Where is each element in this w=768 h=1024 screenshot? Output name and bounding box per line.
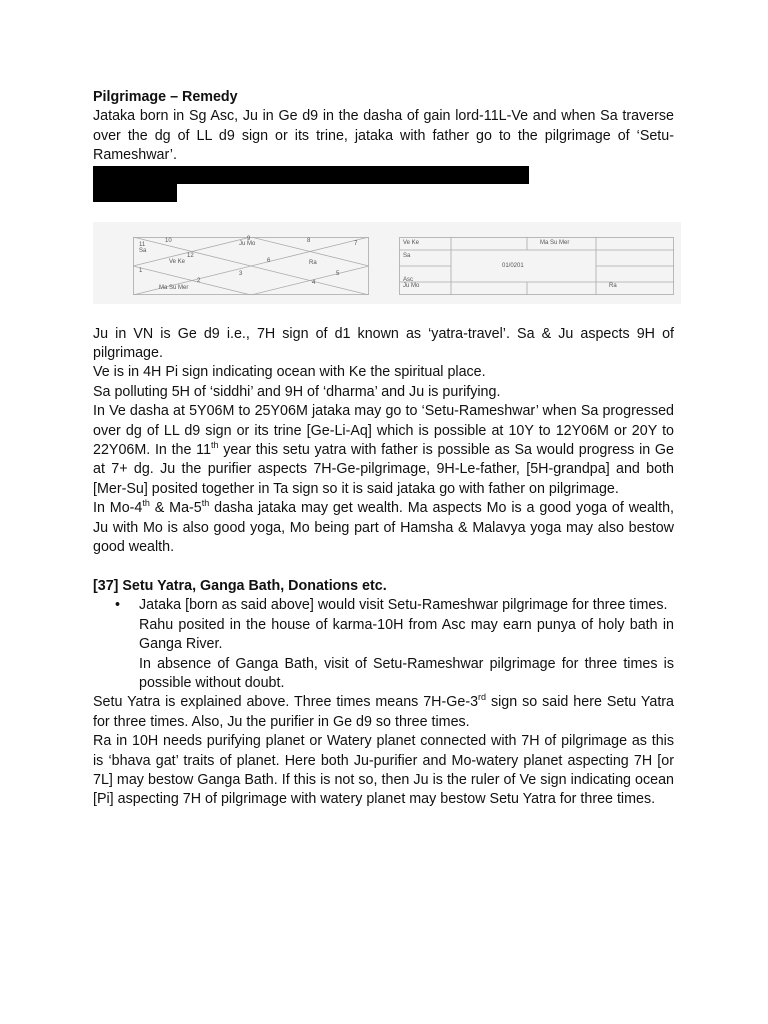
chart-label: 4 [312, 280, 316, 286]
chart-label: Ju Mo [239, 241, 256, 247]
bullet-list-item [93, 596, 674, 693]
text-run: Setu Yatra is explained above. Three times means 7H-Ge-3 [93, 694, 479, 711]
chart-label: 1 [139, 268, 143, 274]
chart-label: 10 [165, 238, 172, 244]
superscript: th [211, 440, 219, 451]
section-heading-pilgrimage: Pilgrimage – Remedy [93, 89, 238, 105]
paragraph: Ra in 10H needs purifying planet or Watery planet connected with 7H of pilgrimage as this is ‘bhava gat’ traits of planet. Here both Ju-purifier and Mo-watery planet aspecting 7H [or 7L] may bestow Ganga Bath. If this is not so, then Ju is the ruler of Ve sign indicating ocean [Pi] aspecting 7H of pilgrimage with watery planet may bestow Setu Yatra for three times. [93, 733, 674, 808]
paragraph: Sa polluting 5H of ‘siddhi’ and 9H of ‘dharma’ and Ju is purifying. [93, 383, 501, 400]
text-run: year this setu yatra with father is possible as Sa would progress in Ge at 7+ dg. Ju the purifier aspects 7H-Ge-pilgrimage, 9H-Le-father, [5H-grandpa] and both [Mer-Su] posited together in Ta sign so it is said jataka go with father on pilgrimage. [93, 442, 675, 497]
paragraph-gap [93, 558, 674, 577]
chart-label: 12 [187, 253, 194, 259]
paragraph [93, 402, 674, 499]
chart-label: 01/0201 [502, 263, 524, 269]
bullet-text: In absence of Ganga Bath, visit of Setu-Rameshwar pilgrimage for three times is possible without doubt. [139, 655, 674, 691]
chart-label: 7 [354, 241, 358, 247]
paragraph: Ju in VN is Ge d9 i.e., 7H sign of d1 known as ‘yatra-travel’. Sa & Ju aspects 9H of pilgrimage. [93, 325, 674, 362]
paragraph [93, 693, 674, 732]
chart-label: 8 [307, 238, 311, 244]
chart-label: Sa [403, 253, 411, 259]
chart-spacer [93, 166, 674, 325]
chart-label: Ra [309, 260, 317, 266]
superscript: th [142, 498, 150, 509]
text-run: & Ma-5 [149, 500, 202, 517]
chart-label: Ju Mo [403, 283, 420, 289]
bullet-marker: • [115, 597, 121, 614]
chart-label: Sa [139, 248, 147, 254]
chart-label: 5 [336, 271, 340, 277]
bullet-text: Rahu posited in the house of karma-10H from Asc may earn punya of holy bath in Ganga River. [139, 616, 674, 653]
section-heading-setu-yatra: [37] Setu Yatra, Ganga Bath, Donations etc. [93, 577, 387, 594]
chart-label: 2 [197, 278, 201, 284]
chart-label: Ve Ke [169, 259, 186, 265]
chart-label: 6 [267, 258, 271, 264]
chart-label: Ma Su Mer [540, 240, 570, 246]
chart-label: 11 [139, 242, 146, 248]
paragraph: Jataka born in Sg Asc, Ju in Ge d9 in the dasha of gain lord-11L-Ve and when Sa traverse over the dg of LL d9 sign or its trine, jataka with father go to the pilgrimage of ‘Setu-Rameshwar’. [93, 108, 674, 164]
chart-label: 3 [239, 271, 243, 277]
paragraph [93, 499, 674, 557]
chart-label: Ra [609, 283, 617, 289]
document-body [93, 88, 674, 810]
superscript: th [201, 498, 210, 509]
chart-label: Ma Su Mer [159, 285, 189, 291]
superscript: rd [478, 692, 487, 703]
chart-label: Ve Ke [403, 240, 420, 246]
chart-label: Asc [403, 277, 414, 283]
text-run: dasha jataka may get wealth. Ma aspects Mo is a good yoga of wealth, Ju with Mo is also good yoga, Mo being part of Hamsha & Malavya yoga may also bestow good wealth. [93, 500, 675, 556]
text-run: sign so said here Setu Yatra for three times. Also, Ju the purifier in Ge d9 so three times. [93, 694, 674, 730]
chart-label: 9 [247, 236, 251, 242]
text-run: In Mo-4 [93, 500, 143, 517]
text-run: In Ve dasha at 5Y06M to 25Y06M jataka may go to ‘Setu-Rameshwar’ when Sa progressed over dg of LL d9 sign or its trine [Ge-Li-Aq] which is possible at 10Y to 12Y06M or 20Y to 22Y06M. In the 11 [93, 403, 674, 459]
bullet-text: Jataka [born as said above] would visit Setu-Rameshwar pilgrimage for three times. [139, 597, 668, 614]
paragraph: Ve is in 4H Pi sign indicating ocean with Ke the spiritual place. [93, 364, 486, 381]
